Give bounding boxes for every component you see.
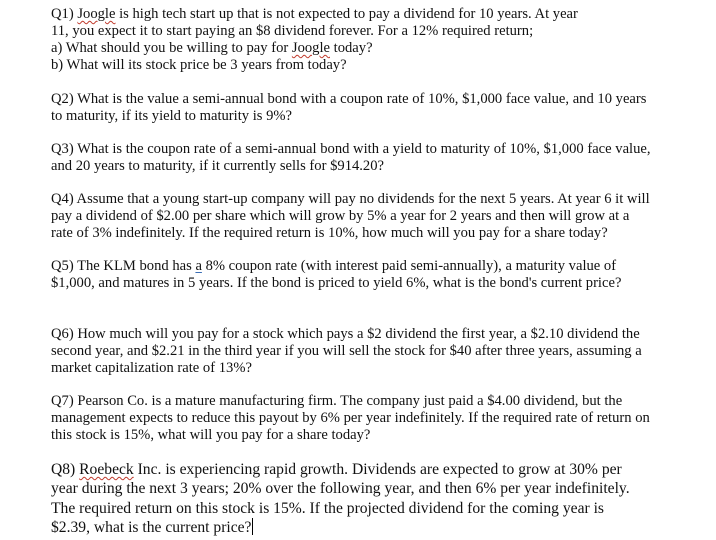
question-1 — [51, 6, 671, 74]
question-line — [51, 40, 671, 57]
question-line — [51, 518, 671, 537]
question-line: this stock is 15%, what will you pay for a share today? — [51, 427, 371, 443]
question-line: b) What will its stock price be 3 years from today? — [51, 57, 347, 73]
question-line — [51, 6, 671, 23]
question-line: The required return on this stock is 15%. If the projected dividend for the coming year is — [51, 499, 604, 517]
text-run: Inc. is experiencing rapid growth. Dividends are expected to grow at 30% per — [133, 461, 622, 478]
text-run: is high tech start up that is not expected to pay a dividend for 10 years. At year — [115, 6, 578, 22]
text-cursor — [252, 518, 253, 535]
question-5 — [51, 258, 671, 292]
text-run: Q1) — [51, 6, 78, 22]
text-run: $2.39, what is the current price? — [51, 519, 252, 537]
question-line — [51, 460, 671, 479]
question-line: rate of 3% indefinitely. If the required return is 10%, how much will you pay for a share today? — [51, 225, 608, 241]
question-line: and 20 years to maturity, if it currently sells for $914.20? — [51, 158, 385, 174]
question-7 — [51, 393, 671, 444]
question-line: pay a dividend of $2.00 per share which will grow by 5% a year for 2 years and then will grow at a — [51, 208, 630, 224]
spellcheck-flagged-word[interactable]: Roebeck — [79, 461, 134, 478]
question-line: Q6) How much will you pay for a stock which pays a $2 dividend the first year, a $2.10 dividend the — [51, 326, 640, 342]
question-6 — [51, 326, 671, 377]
spellcheck-flagged-word[interactable]: Joogle — [77, 6, 116, 22]
question-line: $1,000, and matures in 5 years. If the bond is priced to yield 6%, what is the bond's current price? — [51, 275, 622, 291]
question-line: Q7) Pearson Co. is a mature manufacturing firm. The company just paid a $4.00 dividend, but the — [51, 393, 623, 409]
question-3 — [51, 141, 671, 175]
text-run: Q5) The KLM bond has — [51, 258, 196, 274]
question-line: to maturity, if its yield to maturity is 9%? — [51, 108, 293, 124]
text-run: a) What should you be willing to pay for — [51, 40, 292, 56]
spellcheck-flagged-word[interactable]: Joogle — [291, 40, 330, 56]
question-line: market capitalization rate of 13%? — [51, 360, 252, 376]
question-line: 11, you expect it to start paying an $8 dividend forever. For a 12% required return; — [51, 23, 534, 39]
question-line: Q2) What is the value a semi-annual bond with a coupon rate of 10%, $1,000 face value, and 10 years — [51, 91, 647, 107]
question-2 — [51, 91, 671, 125]
question-line: management expects to reduce this payout by 6% per year indefinitely. If the required rate of return on — [51, 410, 650, 426]
text-run: Q8) — [51, 461, 80, 478]
question-line: Q3) What is the coupon rate of a semi-annual bond with a yield to maturity of 10%, $1,000 face value, — [51, 141, 651, 157]
question-line: Q4) Assume that a young start-up company will pay no dividends for the next 5 years. At year 6 it will — [51, 191, 650, 207]
text-run: today? — [330, 40, 373, 56]
grammar-flagged-word[interactable]: a — [195, 258, 202, 274]
text-run: 8% coupon rate (with interest paid semi-annually), a maturity value of — [201, 258, 617, 274]
question-line: year during the next 3 years; 20% over the following year, and then 6% per year indefinitely. — [51, 480, 630, 498]
question-line: second year, and $2.21 in the third year if you will sell the stock for $40 after three years, assuming a — [51, 343, 642, 359]
question-4 — [51, 191, 671, 242]
question-line — [51, 258, 671, 275]
question-8 — [51, 460, 671, 538]
